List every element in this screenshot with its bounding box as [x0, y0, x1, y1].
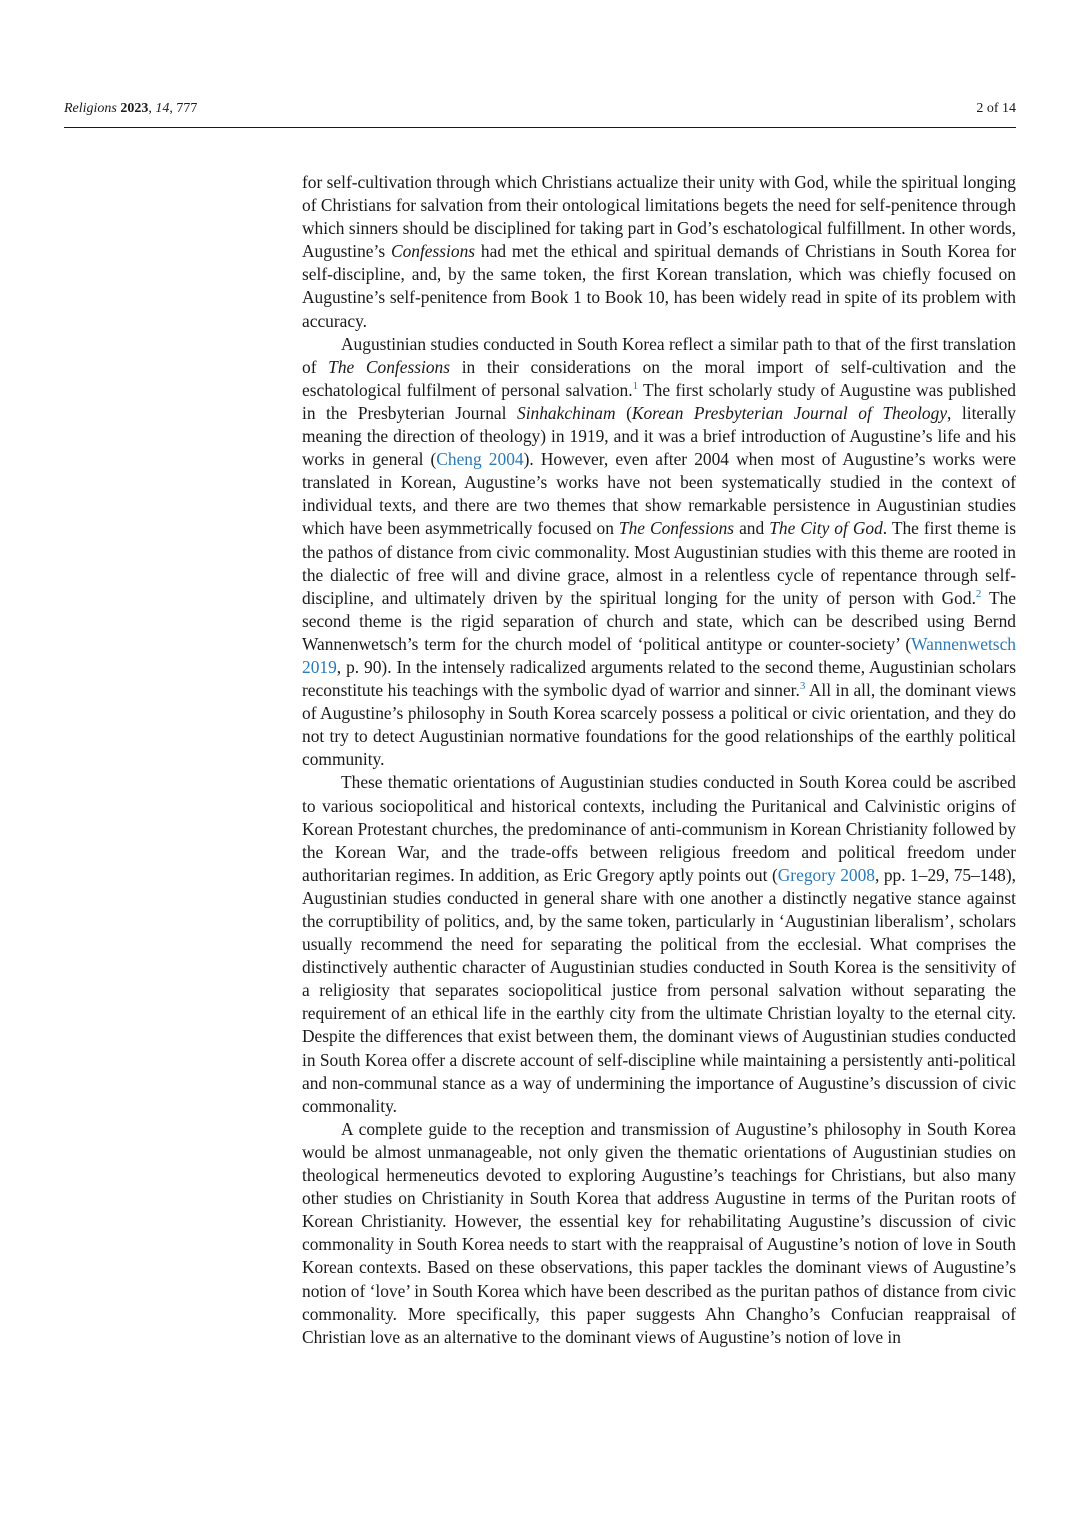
italic-title: The Confessions	[328, 356, 451, 377]
text-run: All in all, the dominant views of Augustine’s philosophy in South Korea scarcely possess a political or civic orientation, and they do not try to detect Augustinian normative foundations for the good relationships of the earthly political community.	[302, 680, 1017, 770]
journal-name: Religions	[64, 101, 117, 116]
citation-link-gregory[interactable]: Gregory 2008	[777, 864, 875, 885]
paragraph-3	[302, 771, 1016, 1117]
journal-citation: Religions 2023, 14, 777	[64, 101, 198, 116]
text-run: , literally meaning the direction of theology) in 1919, and it was a brief introduction of Augustine’s life and his works in general (	[302, 402, 1017, 470]
journal-year: 2023	[120, 101, 149, 116]
text-run: A complete guide to the reception and transmission of Augustine’s philosophy in South Korea would be almost unmanageable, not only given the thematic orientations of Augustinian studies on theological hermeneutics devoted to exploring Augustine’s teachings for Christians, but also many other studies on Christianity in South Korea that address Augustine in terms of the Puritan roots of Korean Christianity. However, the essential key for rehabilitating Augustine’s discussion of civic commonality in South Korea needs to start with the reappraisal of Augustine’s notion of love in South Korean contexts. Based on these observations, this paper tackles the dominant views of Augustine’s notion of ‘love’ in South Korea which have been described as the puritan pathos of distance from civic commonality. More specifically, this paper suggests Ahn Changho’s Confucian reappraisal of Christian love as an alternative to the dominant views of Augustine’s notion of love in	[302, 1118, 1016, 1347]
text-run: had met the ethical and spiritual demands of Christians in South Korea for self-discipline, and, by the same token, the first Korean translation, which was chiefly focused on Augustine’s self-penitence from Book 1 to Book 10, has been widely read in spite of its problem with accuracy.	[302, 241, 1016, 331]
paragraph-1	[302, 171, 1016, 333]
text-run: Augustinian studies conducted in South Korea reflect a similar path to that of the first translation of	[302, 333, 1016, 377]
paragraph-2	[302, 333, 1016, 772]
article-number: 777	[176, 101, 198, 116]
text-run: and	[734, 518, 770, 539]
text-run: , pp. 1–29, 75–148), Augustinian studies conducted in general share with one another a distinctly negative stance against the corruptibility of politics, and, by the same token, particularly in ‘Augustinian liberalism’, scholars usually recommend the need for separating the political from the ecclesial. What comprises the distinctively authentic character of Augustinian studies conducted in South Korea is the sensitivity of a religiosity that separates sociopolitical justice from personal salvation without separating the requirement of an ethical life in the earthly city from the ultimate Christian loyalty to the eternal city. Despite the differences that exist between them, the dominant views of Augustinian studies conducted in South Korea offer a discrete account of self-discipline while maintaining a persistently anti-political and non-communal stance as a way of undermining the importance of Augustine’s discussion of civic commonality.	[302, 864, 1016, 1116]
footnote-marker-3[interactable]: 3	[799, 680, 806, 693]
journal-volume: 14	[155, 101, 170, 116]
citation-link-cheng[interactable]: Cheng 2004	[436, 449, 524, 470]
paragraph-4	[302, 1118, 1016, 1349]
italic-title: Confessions	[390, 241, 476, 262]
text-run: (	[615, 402, 632, 423]
text-run: , p. 90). In the intensely radicalized arguments related to the second theme, Augustinian scholars reconstitute his teachings with the symbolic dyad of warrior and sinner.	[302, 656, 1016, 701]
text-run: The second theme is the rigid separation of church and state, which can be described using Bernd Wannenwetsch’s term for the church model of ‘political antitype or counter-society’ (	[302, 587, 1016, 654]
main-text	[302, 171, 1016, 1349]
footnote-marker-1[interactable]: 1	[632, 380, 639, 393]
page-number: 2 of 14	[976, 101, 1016, 116]
text-run: for self-cultivation through which Christians actualize their unity with God, while the spiritual longing of Christians for salvation from their ontological limitations begets the need for self-penitence through which sinners should be disciplined for taking part in God’s eschatological fulfillment. In other words, Augustine’s	[302, 172, 1016, 262]
citation-link-wannenwetsch[interactable]: Wannenwetsch 2019	[302, 633, 1016, 677]
text-run: in their considerations on the moral import of self-cultivation and the eschatological fulfilment of personal salvation.	[302, 356, 1017, 400]
text-run: ). However, even after 2004 when most of Augustine’s works were translated in Korean, Augustine’s works have not been systematically studied in the context of individual texts, and there are two themes that show remarkable persistence in Augustinian studies which have been asymmetrically focused on	[302, 449, 1016, 539]
running-header	[64, 98, 1016, 120]
text-run: These thematic orientations of Augustinian studies conducted in South Korea could be ascribed to various sociopolitical and historical contexts, including the Puritanical and Calvinistic origins of Korean Protestant churches, the predominance of anti-communism in Korean Christianity followed by the Korean War, and the trade-offs between religious freedom and political freedom under authoritarian regimes. In addition, as Eric Gregory aptly points out (	[302, 772, 1016, 885]
italic-title: Korean Presbyterian Journal of Theology	[631, 402, 948, 423]
footnote-marker-2[interactable]: 2	[975, 587, 982, 600]
italic-title: Sinhakchinam	[517, 402, 616, 423]
text-run: . The first theme is the pathos of distance from civic commonality. Most Augustinian studies with this theme are rooted in the dialectic of free will and divine grace, almost in a relentless cycle of repentance through self-discipline, and ultimately driven by the spiritual longing for the unity of person with God.	[302, 518, 1017, 608]
text-run: The first scholarly study of Augustine was published in the Presbyterian Journal	[302, 379, 1016, 423]
italic-title: The Confessions	[618, 518, 735, 539]
header-rule	[64, 127, 1016, 128]
italic-title: The City of God	[769, 518, 883, 539]
